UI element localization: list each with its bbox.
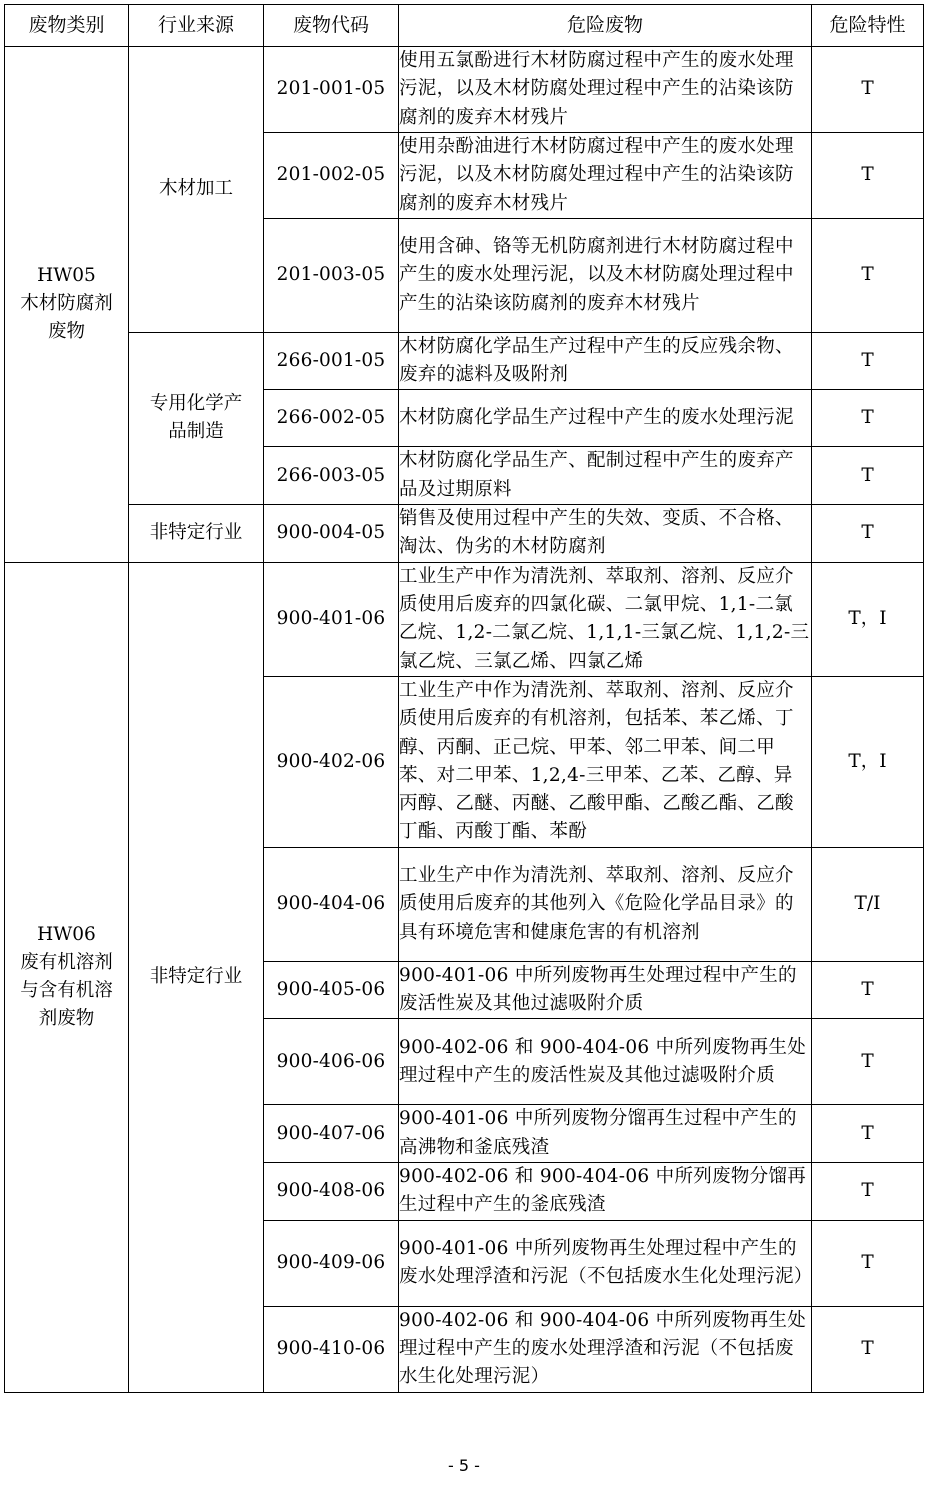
table-row [5,332,924,390]
header-waste: 危险废物 [399,5,812,47]
source-name: 专用化学产 [149,393,243,415]
waste-description: 900-401-06 中所列废物分馏再生过程中产生的高沸物和釜底残渣 [399,1105,812,1163]
waste-code: 266-002-05 [264,390,399,447]
source-cell: 非特定行业 [129,562,264,1392]
header-source: 行业来源 [129,5,264,47]
waste-description: 工业生产中作为清洗剂、萃取剂、溶剂、反应介质使用后废弃的四氯化碳、二氯甲烷、1,1-二氯乙烷、1,2-二氯乙烷、1,1,1-三氯乙烷、1,1,2-三氯乙烷、三氯乙烯、四氯乙烯 [399,562,812,676]
hazard-property: T [812,1019,924,1105]
waste-code: 900-004-05 [264,505,399,563]
waste-code: 266-003-05 [264,447,399,505]
waste-code: 900-405-06 [264,961,399,1019]
waste-description: 900-401-06 中所列废物再生处理过程中产生的废水处理浮渣和污泥（不包括废水生化处理污泥） [399,1220,812,1306]
category-code: HW05 [37,264,96,286]
category-name: 废有机溶剂 [20,951,113,973]
waste-description: 900-402-06 和 900-404-06 中所列废物再生处理过程中产生的废水处理浮渣和污泥（不包括废水生化处理污泥） [399,1306,812,1392]
header-category: 废物类别 [5,5,129,47]
hazard-property: T [812,1306,924,1392]
waste-description: 销售及使用过程中产生的失效、变质、不合格、淘汰、伪劣的木材防腐剂 [399,505,812,563]
hazard-property: T [812,132,924,218]
category-cell-hw06 [5,562,129,1392]
waste-code: 900-409-06 [264,1220,399,1306]
hazard-property: T [812,1163,924,1221]
waste-description: 使用五氯酚进行木材防腐过程中产生的废水处理污泥，以及木材防腐处理过程中产生的沾染该防腐剂的废弃木材残片 [399,47,812,133]
table-header-row [5,5,924,47]
hazard-property: T [812,447,924,505]
source-name: 品制造 [168,421,224,443]
header-property: 危险特性 [812,5,924,47]
hazard-property: T [812,1105,924,1163]
header-code: 废物代码 [264,5,399,47]
waste-code: 266-001-05 [264,332,399,390]
hazard-property: T，I [812,676,924,847]
waste-code: 900-406-06 [264,1019,399,1105]
waste-description: 工业生产中作为清洗剂、萃取剂、溶剂、反应介质使用后废弃的其他列入《危险化学品目录》的具有环境危害和健康危害的有机溶剂 [399,847,812,961]
category-name: 废物 [47,321,85,343]
waste-description: 900-401-06 中所列废物再生处理过程中产生的废活性炭及其他过滤吸附介质 [399,961,812,1019]
waste-description: 900-402-06 和 900-404-06 中所列废物分馏再生过程中产生的釜底残渣 [399,1163,812,1221]
waste-description: 工业生产中作为清洗剂、萃取剂、溶剂、反应介质使用后废弃的有机溶剂，包括苯、苯乙烯、丁醇、丙酮、正己烷、甲苯、邻二甲苯、间二甲苯、对二甲苯、1,2,4-三甲苯、乙苯、乙醇、异丙醇、乙醚、丙醚、乙酸甲酯、乙酸乙酯、乙酸丁酯、丙酸丁酯、苯酚 [399,676,812,847]
hazard-property: T [812,47,924,133]
waste-description: 木材防腐化学品生产过程中产生的废水处理污泥 [399,390,812,447]
category-name: 剂废物 [38,1008,95,1030]
table-row [5,47,924,133]
hazard-property: T/I [812,847,924,961]
category-code: HW06 [37,923,96,945]
hazard-property: T [812,332,924,390]
waste-description: 木材防腐化学品生产、配制过程中产生的废弃产品及过期原料 [399,447,812,505]
table-row [5,562,924,676]
hazard-property: T [812,961,924,1019]
waste-description: 使用杂酚油进行木材防腐过程中产生的废水处理污泥，以及木材防腐处理过程中产生的沾染该防腐剂的废弃木材残片 [399,132,812,218]
hazard-property: T [812,218,924,332]
category-name: 与含有机溶 [20,980,113,1002]
waste-code: 201-001-05 [264,47,399,133]
waste-description: 900-402-06 和 900-404-06 中所列废物再生处理过程中产生的废活性炭及其他过滤吸附介质 [399,1019,812,1105]
waste-code: 900-401-06 [264,562,399,676]
source-cell [129,332,264,504]
waste-code: 201-003-05 [264,218,399,332]
source-cell: 非特定行业 [129,505,264,563]
waste-code: 900-410-06 [264,1306,399,1392]
source-cell: 木材加工 [129,47,264,333]
waste-code: 900-404-06 [264,847,399,961]
waste-description: 木材防腐化学品生产过程中产生的反应残余物、废弃的滤料及吸附剂 [399,332,812,390]
waste-description: 使用含砷、铬等无机防腐剂进行木材防腐过程中产生的废水处理污泥，以及木材防腐处理过程中产生的沾染该防腐剂的废弃木材残片 [399,218,812,332]
hazard-property: T [812,505,924,563]
waste-code: 900-402-06 [264,676,399,847]
waste-code: 900-407-06 [264,1105,399,1163]
hazard-property: T [812,1220,924,1306]
hazard-property: T，I [812,562,924,676]
category-name: 木材防腐剂 [20,293,113,315]
page-number: - 5 - [448,1456,480,1475]
hazardous-waste-table [4,4,924,1393]
category-cell-hw05 [5,47,129,563]
table-row [5,505,924,563]
waste-code: 201-002-05 [264,132,399,218]
waste-code: 900-408-06 [264,1163,399,1221]
hazard-property: T [812,390,924,447]
